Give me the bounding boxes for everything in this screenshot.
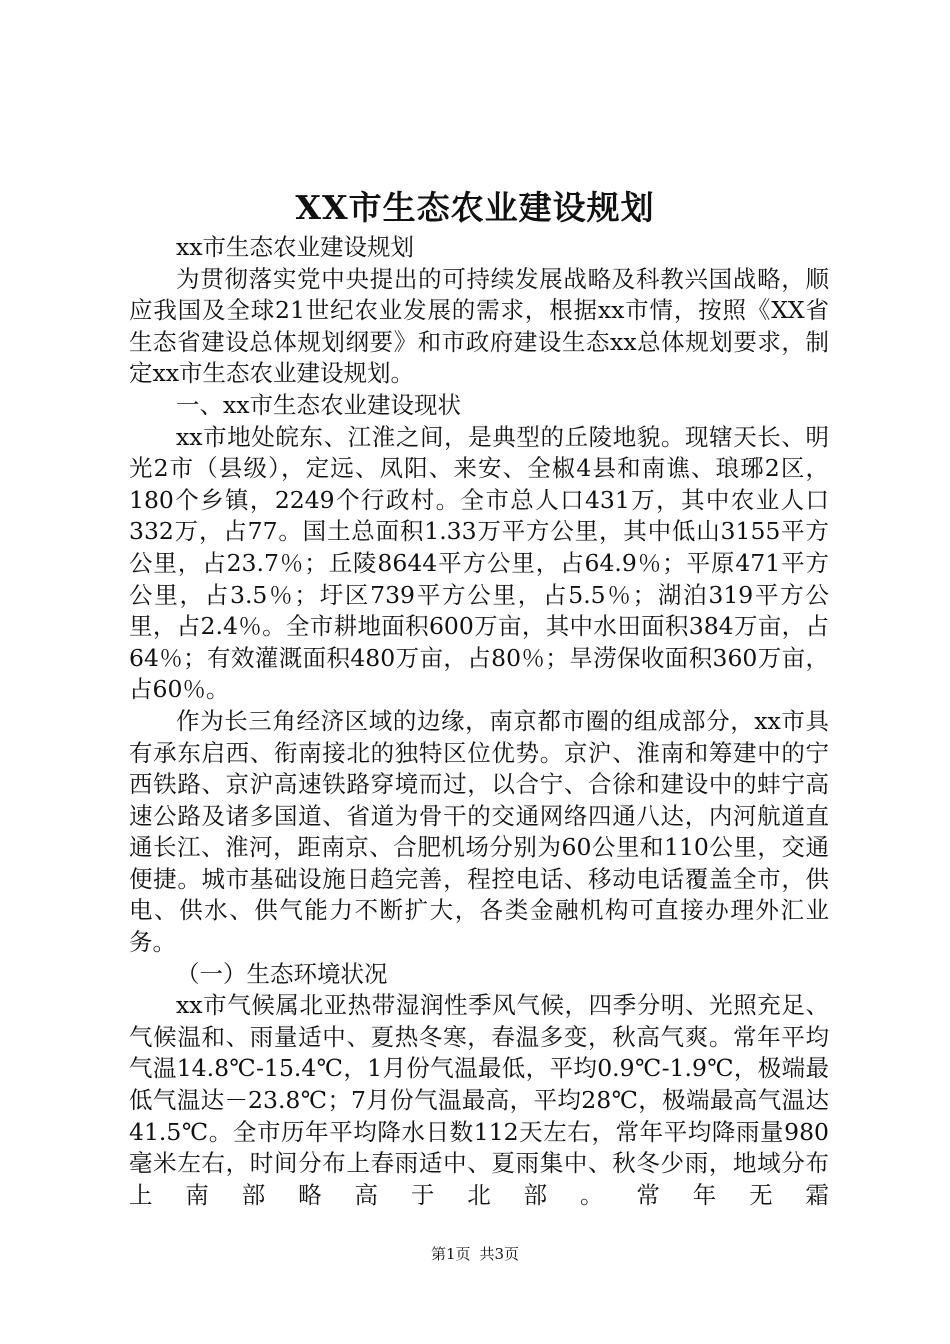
page-number: 第1页 — [430, 1245, 471, 1263]
subsection-heading: （一）生态环境状况 — [176, 959, 388, 988]
geography-paragraph: xx市地处皖东、江淮之间，是典型的丘陵地貌。现辖天长、明光2市（县级），定远、凤阳、来安、全椒4县和南谯、琅琊2区，180个乡镇，2249个行政村。全市总人口431万，其中农业人口332万，占77。国土总面积1.33万平方公里，其中低山3155平方公里，占23.7％；丘陵8644平方公里，占64.9％；平原471平方公里，占3.5％；圩区739平方公里，占5.5％；湖泊319平方公里，占2.4％。全市耕地面积600万亩，其中水田面积384万亩，占64％；有效灌溉面积480万亩，占80％；旱涝保收面积360万亩，占60％。 — [129, 422, 829, 704]
page-total: 共3页 — [479, 1245, 520, 1263]
subtitle-paragraph: xx市生态农业建设规划 — [176, 233, 415, 261]
intro-paragraph: 为贯彻落实党中央提出的可持续发展战略及科教兴国战略，顺应我国及全球21世纪农业发展的需求，根据xx市情，按照《XX省生态省建设总体规划纲要》和市政府建设生态xx总体规划要求，制定xx市生态农业建设规划。 — [129, 264, 829, 388]
document-body — [129, 232, 829, 1211]
page-footer — [0, 1244, 950, 1264]
location-paragraph: 作为长三角经济区域的边缘，南京都市圈的组成部分，xx市具有承东启西、衔南接北的独特区位优势。京沪、淮南和筹建中的宁西铁路、京沪高速铁路穿境而过，以合宁、合徐和建设中的蚌宁高速公路及诸多国道、省道为骨干的交通网络四通八达，内河航道直通长江、淮河，距南京、合肥机场分别为60公里和110公里，交通便捷。城市基础设施日趋完善，程控电话、移动电话覆盖全市，供电、供水、供气能力不断扩大，各类金融机构可直接办理外汇业务。 — [129, 706, 829, 957]
document-title: XX市生态农业建设规划 — [295, 188, 655, 227]
section-heading: 一、xx市生态农业建设现状 — [176, 390, 462, 419]
climate-paragraph: xx市气候属北亚热带湿润性季风气候，四季分明、光照充足、气候温和、雨量适中、夏热冬寒，春温多变，秋高气爽。常年平均气温14.8℃-15.4℃，1月份气温最低，平均0.9℃-1.9℃，极端最低气温达－23.8℃；7月份气温最高，平均28℃，极端最高气温达41.5℃。全市历年平均降水日数112天左右，常年平均降雨量980毫米左右，时间分布上春雨适中、夏雨集中、秋冬少雨，地域分布上南部略高于北部。常年无霜 — [129, 991, 829, 1209]
